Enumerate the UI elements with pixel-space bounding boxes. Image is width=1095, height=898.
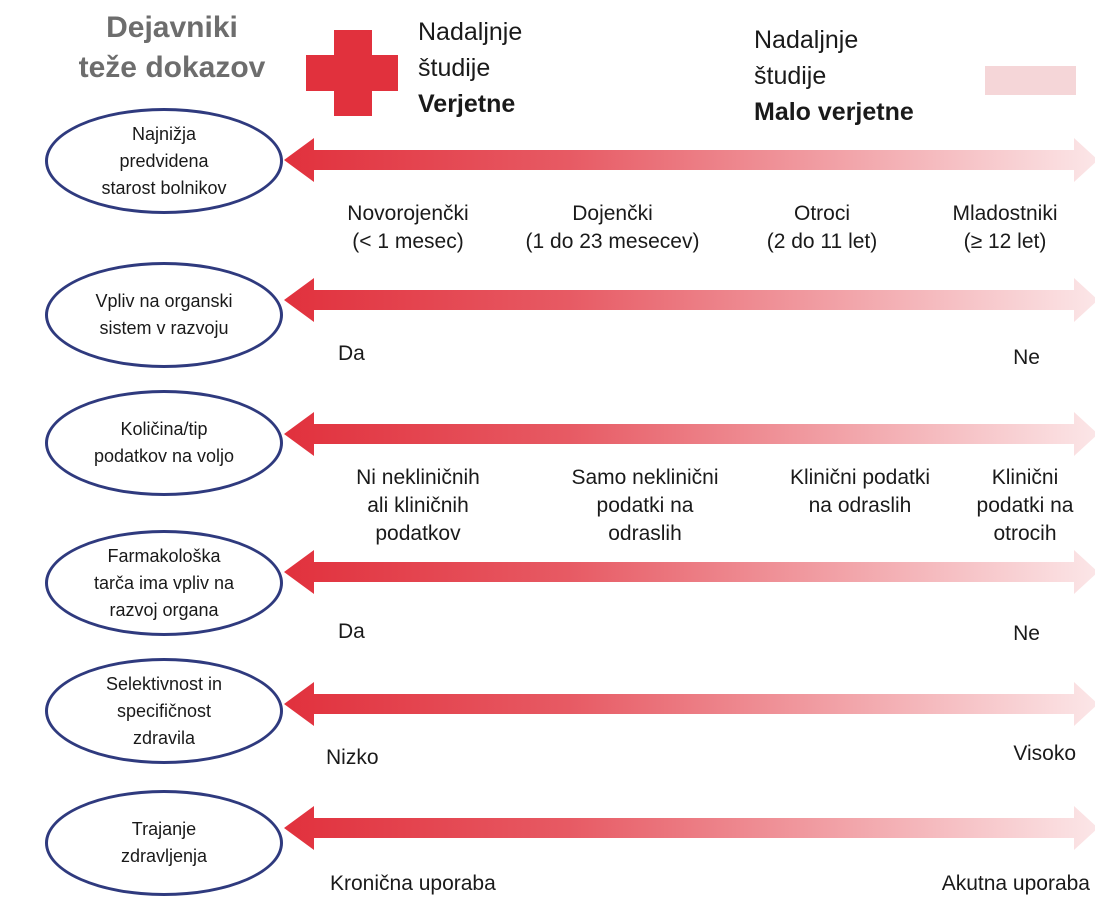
duration-label-chronic: Kronična uporaba (330, 872, 496, 895)
organ-label-yes: Da (338, 342, 365, 365)
legend-unlikely-bold: Malo verjetne (754, 98, 914, 126)
factor-age: Najnižja predvidena starost bolnikov (45, 108, 283, 214)
gradient-arrow-age (284, 138, 1095, 182)
data-label-none: Ni nekliničnih ali kliničnih podatkov (356, 466, 480, 545)
selectivity-label-high: Visoko (1013, 742, 1076, 765)
factor-organ-system: Vpliv na organski sistem v razvoju (45, 262, 283, 368)
age-label-infants: Dojenčki (1 do 23 mesecev) (525, 202, 700, 253)
pale-rectangle-icon (985, 66, 1076, 95)
gradient-arrow-pharmacological-target (284, 550, 1095, 594)
legend-unlikely-line2: študije (754, 62, 827, 90)
factor-data-available: Količina/tip podatkov na voljo (45, 390, 283, 496)
age-label-newborns: Novorojenčki (< 1 mesec) (347, 202, 469, 253)
gradient-arrow-organ-system (284, 278, 1095, 322)
legend-unlikely (754, 22, 914, 130)
data-label-clinical-adults: Klinični podatki na odraslih (789, 466, 931, 517)
data-label-clinical-children: Klinični podatki na otrocih (976, 466, 1074, 545)
selectivity-label-low: Nizko (326, 746, 379, 769)
organ-label-no: Ne (1013, 346, 1040, 369)
legend-likely-line1: Nadaljnje (418, 18, 523, 46)
target-label-yes: Da (338, 620, 365, 643)
gradient-arrow-duration (284, 806, 1095, 850)
legend-likely-bold: Verjetne (418, 90, 516, 118)
legend-unlikely-line1: Nadaljnje (754, 26, 859, 54)
data-label-nonclinical-adults: Samo neklinični podatki na odraslih (571, 466, 719, 545)
gradient-arrow-data-available (284, 412, 1095, 456)
heading-line-1: Dejavniki (106, 11, 238, 44)
heading-line-2: teže dokazov (78, 51, 266, 84)
target-label-no: Ne (1013, 622, 1040, 645)
factor-pharmacological-target: Farmakološka tarča ima vpliv na razvoj organa (45, 530, 283, 636)
age-label-children: Otroci (2 do 11 let) (766, 202, 878, 253)
legend-likely-line2: študije (418, 54, 491, 82)
age-label-adolescents: Mladostniki (≥ 12 let) (952, 202, 1058, 253)
gradient-arrow-selectivity (284, 682, 1095, 726)
legend-likely (418, 14, 522, 122)
factor-selectivity: Selektivnost in specifičnost zdravila (45, 658, 283, 764)
red-cross-icon-horizontal (306, 55, 398, 91)
duration-label-acute: Akutna uporaba (941, 872, 1090, 895)
factor-duration: Trajanje zdravljenja (45, 790, 283, 896)
